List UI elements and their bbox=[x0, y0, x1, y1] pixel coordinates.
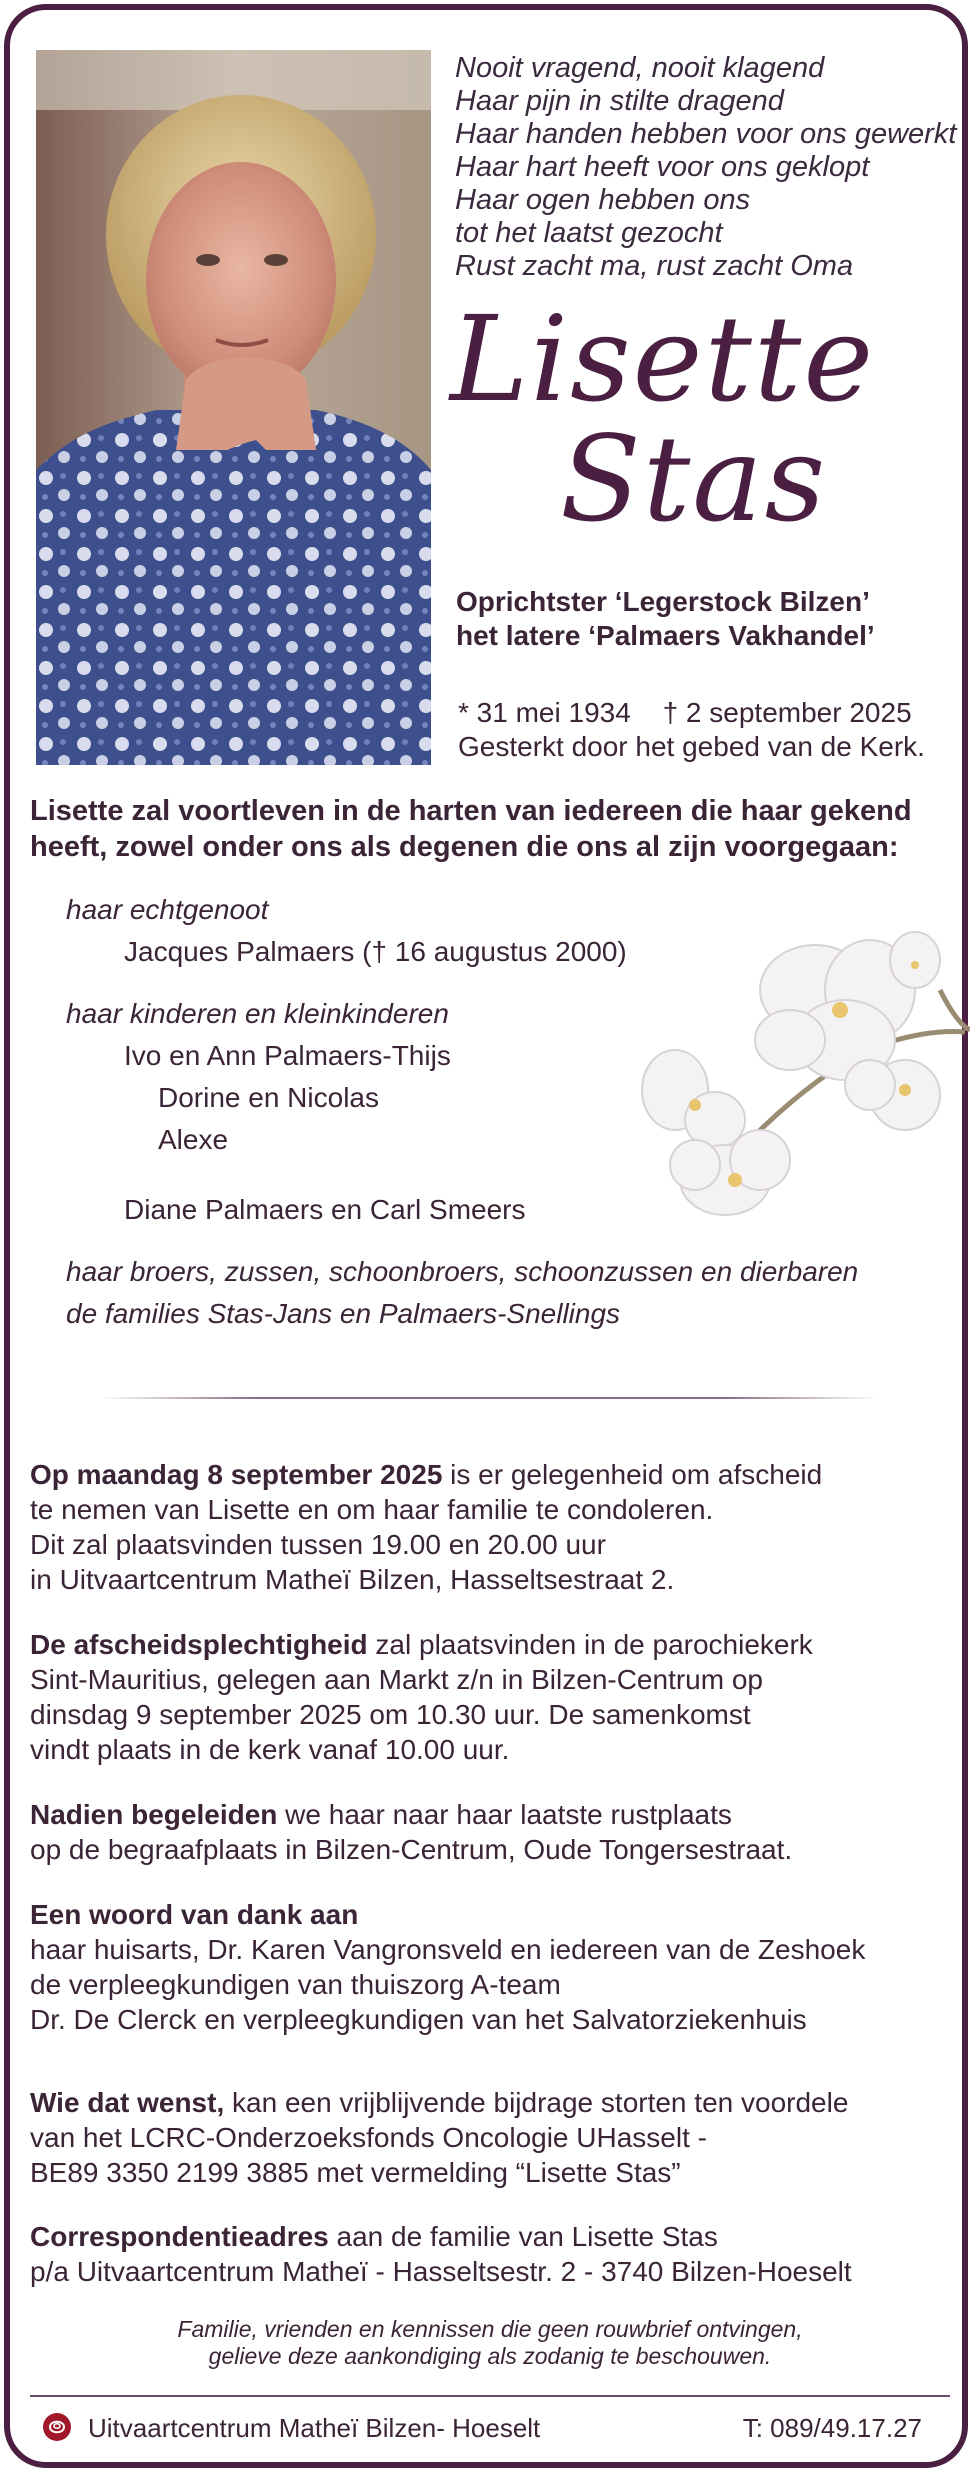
ceremony-heading: De afscheidsplechtigheid bbox=[30, 1629, 368, 1660]
donation-heading: Wie dat wenst, bbox=[30, 2087, 225, 2118]
section-divider bbox=[100, 1397, 880, 1399]
footer bbox=[30, 2408, 950, 2448]
child-name: Diane Palmaers en Carl Smeers bbox=[124, 1194, 526, 1225]
farewell-text: Dit zal plaatsvinden tussen 19.00 en 20.00 uur bbox=[30, 1529, 606, 1560]
deceased-first-name: Lisette bbox=[450, 290, 876, 428]
poem bbox=[455, 52, 965, 283]
relatives-line: de families Stas-Jans en Palmaers-Snellings bbox=[66, 1298, 621, 1329]
death-date: † 2 september 2025 bbox=[662, 697, 912, 728]
founder-note bbox=[456, 585, 956, 653]
poem-line: tot het laatst gezocht bbox=[455, 217, 723, 249]
footer-divider bbox=[30, 2395, 950, 2397]
correspondence-text: aan de familie van Lisette Stas bbox=[328, 2221, 718, 2252]
notice-line: Familie, vrienden en kennissen die geen rouwbrief ontvingen, bbox=[177, 2316, 803, 2342]
thanks-text: Dr. De Clerck en verpleegkundigen van het Salvatorziekenhuis bbox=[30, 2004, 807, 2035]
notice-line: gelieve deze aankondiging als zodanig te beschouwen. bbox=[208, 2343, 772, 2369]
correspondence-text: p/a Uitvaartcentrum Matheï - Hasseltsestr. 2 - 3740 Bilzen-Hoeselt bbox=[30, 2256, 852, 2287]
spouse-name: Jacques Palmaers († 16 augustus 2000) bbox=[124, 936, 627, 967]
donation-text: kan een vrijblijvende bijdrage storten ten voordele bbox=[224, 2087, 849, 2118]
poem-line: Rust zacht ma, rust zacht Oma bbox=[455, 250, 854, 282]
orchid-flower bbox=[642, 932, 940, 1215]
spouse-heading: haar echtgenoot bbox=[66, 894, 269, 925]
life-dates bbox=[458, 696, 958, 764]
deceased-last-name: Stas bbox=[560, 410, 828, 548]
orchid-illustration bbox=[640, 930, 970, 1240]
birth-date: * 31 mei 1934 bbox=[458, 697, 631, 728]
relatives-line: haar broers, zussen, schoonbroers, schoonzussen en dierbaren bbox=[66, 1256, 859, 1287]
farewell-text: is er gelegenheid om afscheid bbox=[442, 1459, 823, 1490]
thanks-text: haar huisarts, Dr. Karen Vangronsveld en iedereen van de Zeshoek bbox=[30, 1934, 866, 1965]
rose-logo-icon bbox=[42, 2412, 72, 2442]
thanks-text: de verpleegkundigen van thuiszorg A-team bbox=[30, 1969, 561, 2000]
poem-line: Haar handen hebben voor ons gewerkt bbox=[455, 118, 957, 150]
farewell-heading: Op maandag 8 september 2025 bbox=[30, 1459, 443, 1490]
correspondence-section bbox=[30, 2219, 950, 2289]
ceremony-text: vindt plaats in de kerk vanaf 10.00 uur. bbox=[30, 1734, 510, 1765]
ceremony-text: dinsdag 9 september 2025 om 10.30 uur. De samenkomst bbox=[30, 1699, 751, 1730]
intro-text bbox=[30, 793, 950, 865]
thanks-heading: Een woord van dank aan bbox=[30, 1899, 359, 1930]
correspondence-heading: Correspondentieadres bbox=[30, 2221, 329, 2252]
burial-section bbox=[30, 1797, 950, 1867]
burial-text: we haar naar haar laatste rustplaats bbox=[277, 1799, 732, 1830]
donation-text: van het LCRC-Onderzoeksfonds Oncologie UHasselt - bbox=[30, 2122, 707, 2153]
notice bbox=[40, 2316, 940, 2370]
faith-note: Gesterkt door het gebed van de Kerk. bbox=[458, 731, 925, 762]
farewell-text: te nemen van Lisette en om haar familie te condoleren. bbox=[30, 1494, 714, 1525]
grandchild-name: Alexe bbox=[158, 1124, 229, 1155]
donation-section bbox=[30, 2085, 950, 2190]
intro-line: Lisette zal voortleven in de harten van iedereen die haar gekend bbox=[30, 795, 912, 827]
founder-line: het latere ‘Palmaers Vakhandel’ bbox=[456, 620, 875, 651]
portrait-photo bbox=[36, 50, 431, 765]
funeral-home-name: Uitvaartcentrum Matheï Bilzen- Hoeselt bbox=[88, 2413, 541, 2443]
ceremony-text: Sint-Mauritius, gelegen aan Markt z/n in Bilzen-Centrum op bbox=[30, 1664, 764, 1695]
children-heading: haar kinderen en kleinkinderen bbox=[66, 998, 449, 1029]
poem-line: Nooit vragend, nooit klagend bbox=[455, 52, 825, 84]
poem-line: Haar hart heeft voor ons geklopt bbox=[455, 151, 870, 183]
farewell-text: in Uitvaartcentrum Matheï Bilzen, Hasseltsestraat 2. bbox=[30, 1564, 675, 1595]
intro-line: heeft, zowel onder ons als degenen die ons al zijn voorgegaan: bbox=[30, 831, 899, 863]
ceremony-section bbox=[30, 1627, 950, 1767]
poem-line: Haar ogen hebben ons bbox=[455, 184, 751, 216]
founder-line: Oprichtster ‘Legerstock Bilzen’ bbox=[456, 586, 870, 617]
ceremony-text: zal plaatsvinden in de parochiekerk bbox=[367, 1629, 813, 1660]
poem-line: Haar pijn in stilte dragend bbox=[455, 85, 784, 117]
grandchild-name: Dorine en Nicolas bbox=[158, 1082, 379, 1113]
thanks-section bbox=[30, 1897, 950, 2037]
phone-number: T: 089/49.17.27 bbox=[742, 2413, 922, 2443]
burial-text: op de begraafplaats in Bilzen-Centrum, Oude Tongersestraat. bbox=[30, 1834, 793, 1865]
farewell-section bbox=[30, 1457, 950, 1597]
donation-text: BE89 3350 2199 3885 met vermelding “Lisette Stas” bbox=[30, 2157, 681, 2188]
burial-heading: Nadien begeleiden bbox=[30, 1799, 278, 1830]
child-name: Ivo en Ann Palmaers-Thijs bbox=[124, 1040, 451, 1071]
